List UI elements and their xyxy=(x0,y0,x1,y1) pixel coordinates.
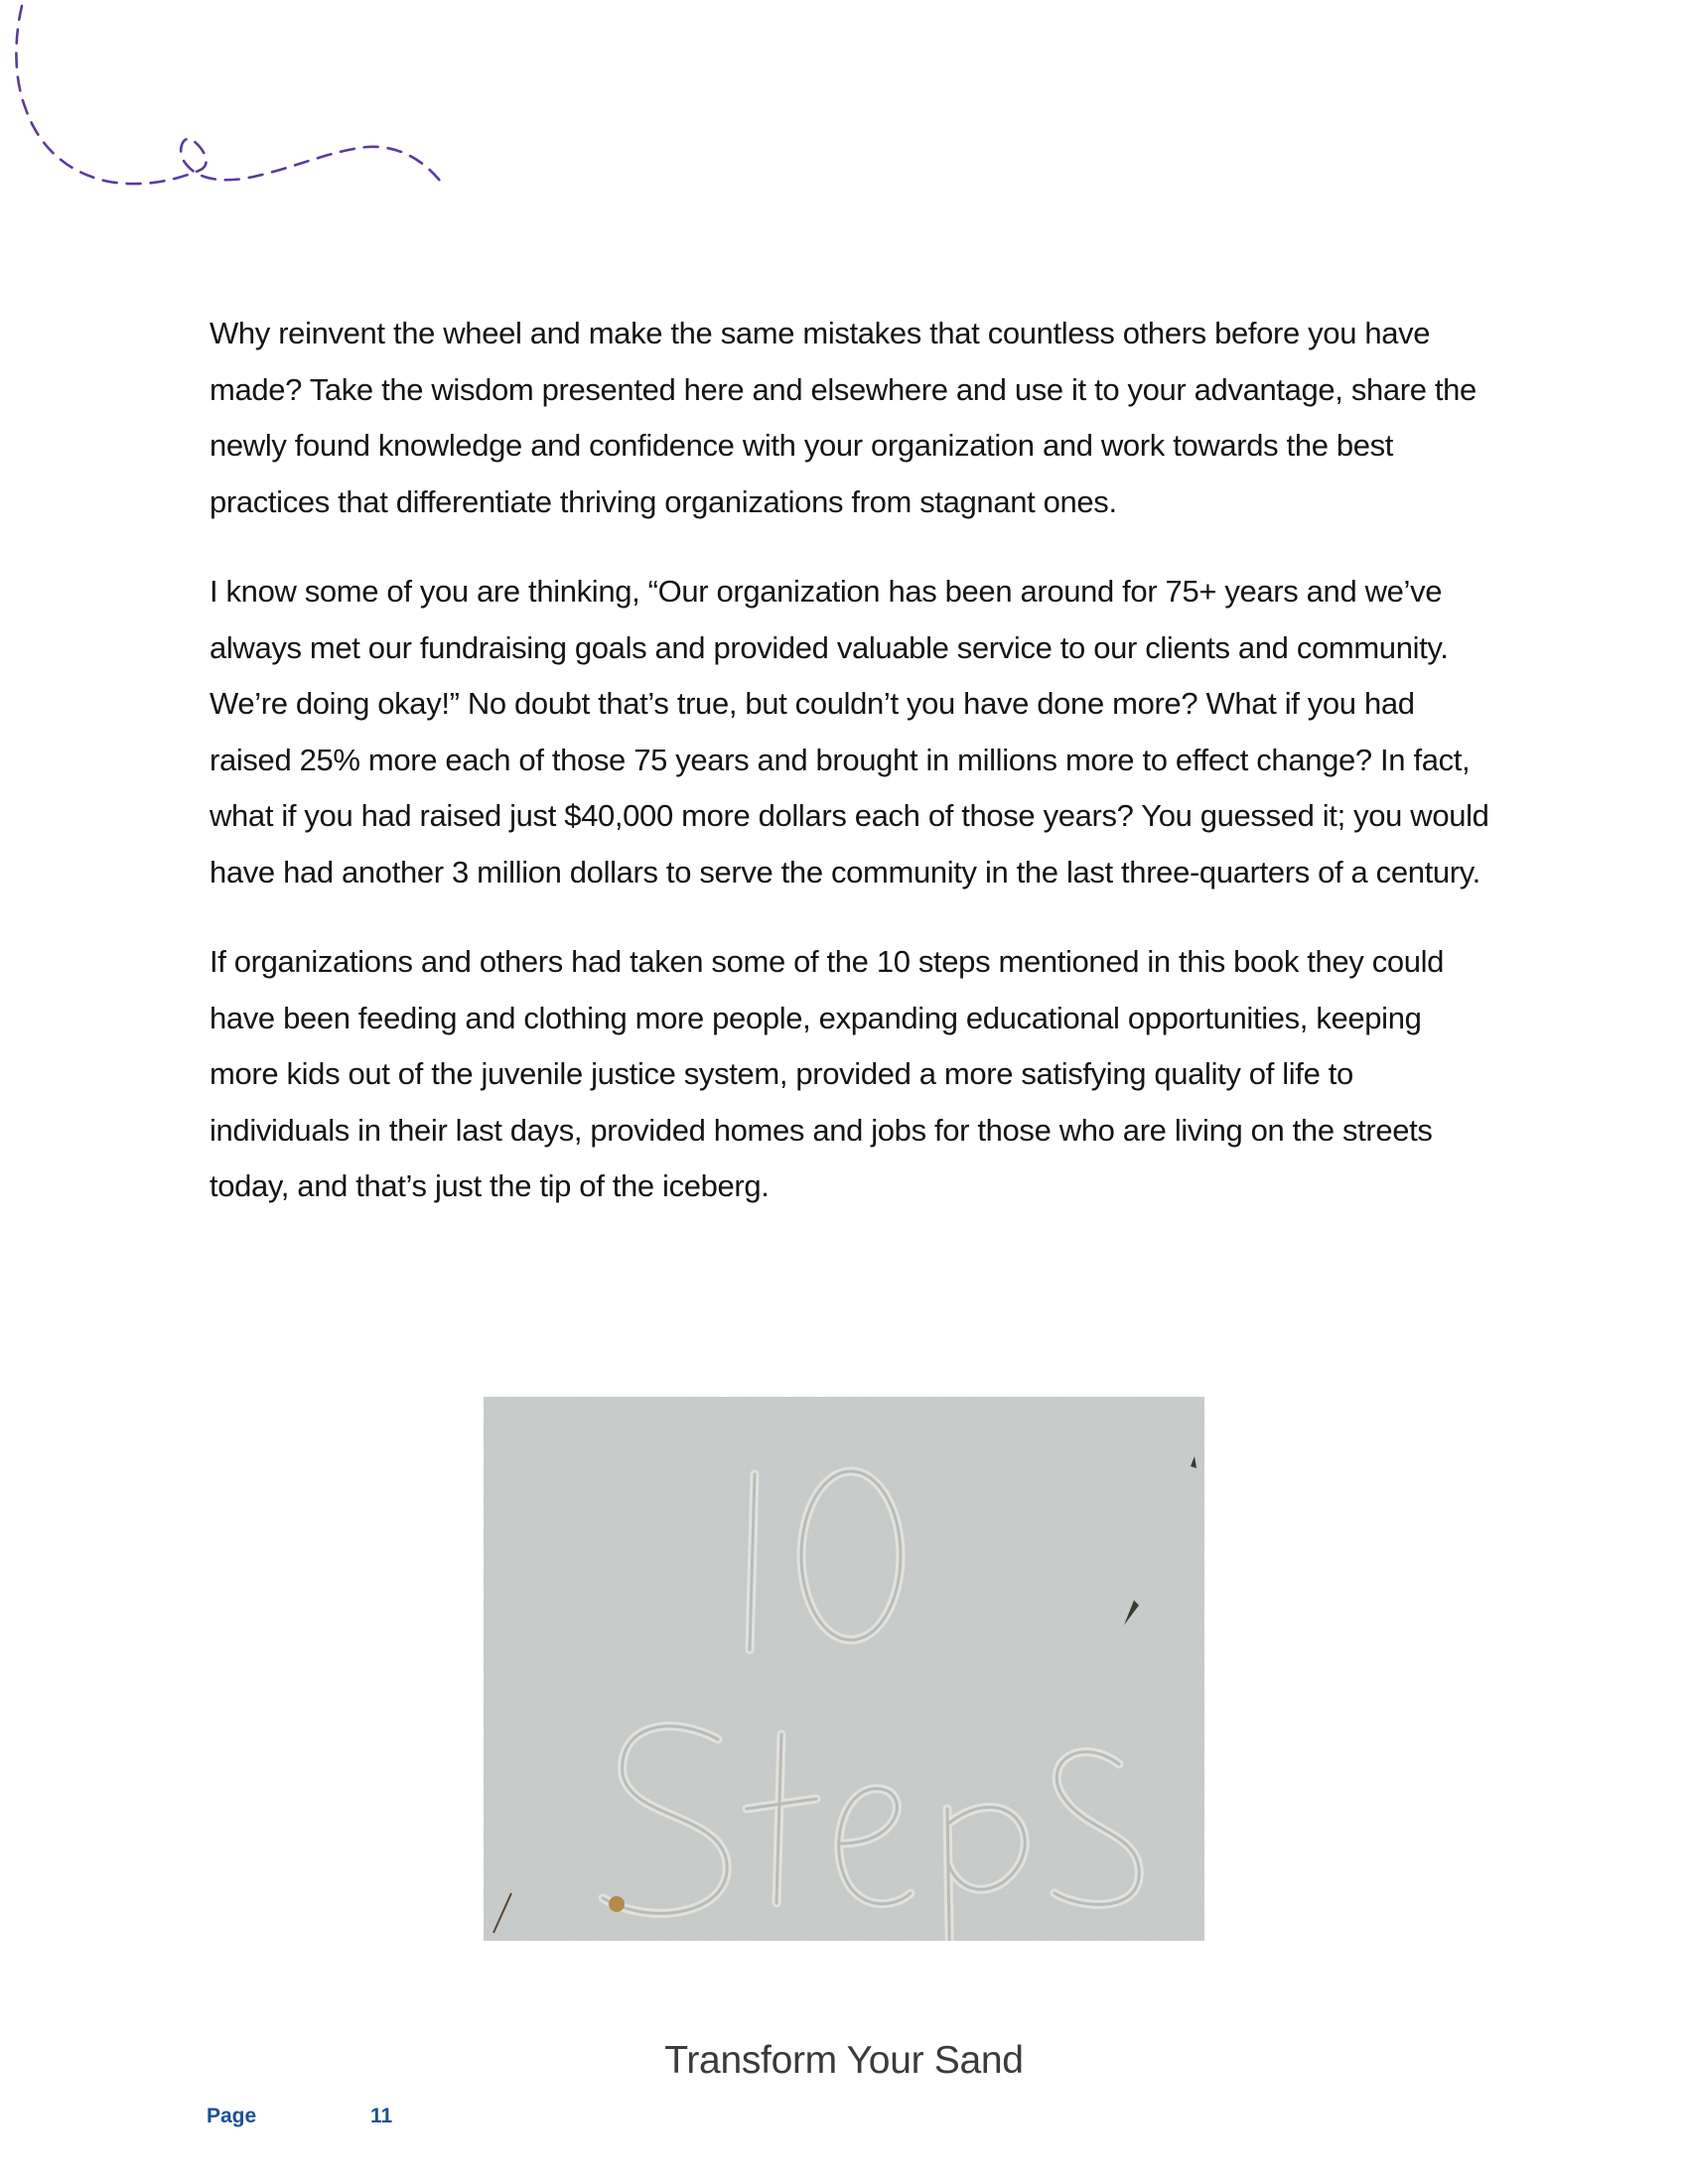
body-text xyxy=(210,306,1490,1249)
paragraph-2: I know some of you are thinking, “Our organization has been around for 75+ years and we’ve always met our fundraising goals and provided valuable service to our clients and community. We’re doing okay!” No doubt that’s true, but couldn’t you have done more? What if you had raised 25% more each of those 75 years and brought in millions more to effect change? In fact, what if you had raised just $40,000 more dollars each of those years? You guessed it; you would have had another 3 million dollars to serve the community in the last three-quarters of a century. xyxy=(210,574,1489,889)
page-number: 11 xyxy=(370,2105,393,2127)
paragraph-3: If organizations and others had taken some of the 10 steps mentioned in this book they could have been feeding and clothing more people, expanding educational opportunities, keeping more kids out of the juvenile justice system, provided a more satisfying quality of life to individuals in their last days, provided homes and jobs for those who are living on the streets today, and that’s just the tip of the iceberg. xyxy=(210,944,1445,1203)
page-label: Page xyxy=(207,2105,257,2127)
footer-title: Transform Your Sand xyxy=(664,2039,1024,2082)
dashed-swirl-decoration xyxy=(0,0,457,199)
paragraph-1: Why reinvent the wheel and make the same mistakes that countless others before you have made? Take the wisdom presented here and elsewhere and use it to your advantage, share the newly found knowledge and confidence with your organization and work towards the best practices that differentiate thriving organizations from stagnant ones. xyxy=(210,316,1477,519)
sand-photo-10-steps xyxy=(484,1397,1204,1941)
